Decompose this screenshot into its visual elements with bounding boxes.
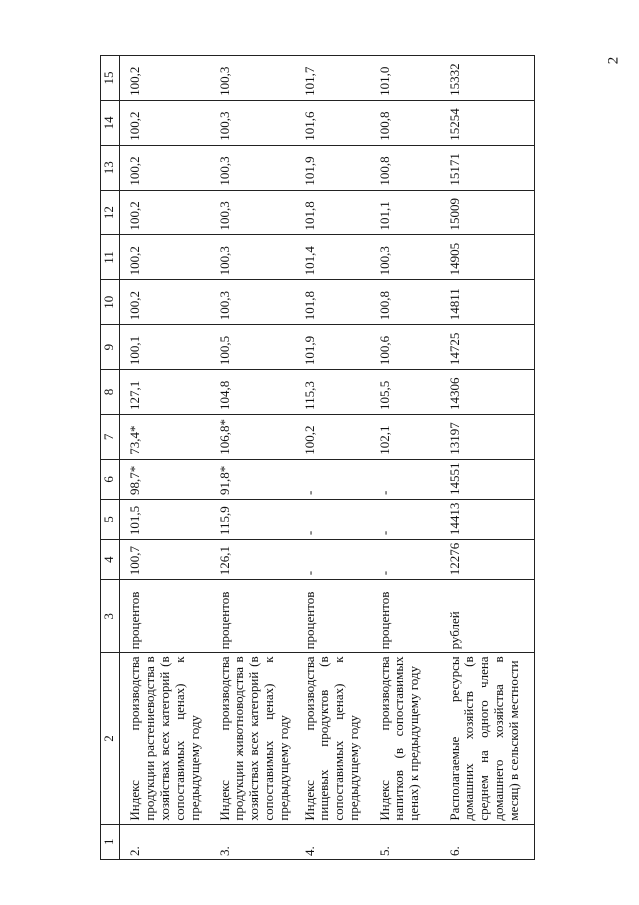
value-cell: 126,1 — [210, 540, 295, 580]
table-row — [295, 56, 370, 860]
value-cell: - — [295, 499, 370, 539]
value-cell: 100,3 — [210, 100, 295, 145]
value-cell: 100,1 — [120, 325, 210, 370]
value-cell: 100,7 — [120, 540, 210, 580]
value-cell: 100,2 — [120, 145, 210, 190]
value-cell: 101,1 — [370, 190, 440, 235]
value-cell: 102,1 — [370, 414, 440, 459]
value-cell: 15171 — [440, 145, 535, 190]
value-cell: 100,5 — [210, 325, 295, 370]
value-cell: 13197 — [440, 414, 535, 459]
value-cell: 100,3 — [210, 145, 295, 190]
value-cell: 100,3 — [210, 56, 295, 101]
value-cell: - — [370, 459, 440, 499]
value-cell: 100,8 — [370, 280, 440, 325]
indicator-name: Индекс производства пищевых продуктов (в сопоставимых ценах) к предыдущему году — [295, 653, 370, 824]
column-header-12: 12 — [101, 190, 120, 235]
unit-cell: процентов — [120, 580, 210, 653]
value-cell: 115,9 — [210, 499, 295, 539]
value-cell: 14905 — [440, 235, 535, 280]
value-cell: 91,8* — [210, 459, 295, 499]
column-header-5: 5 — [101, 499, 120, 539]
value-cell: - — [295, 459, 370, 499]
column-header-11: 11 — [101, 235, 120, 280]
unit-cell: рублей — [440, 580, 535, 653]
row-number: 3. — [210, 824, 295, 859]
value-cell: 105,5 — [370, 370, 440, 415]
column-header-10: 10 — [101, 280, 120, 325]
value-cell: 101,0 — [370, 56, 440, 101]
value-cell: 100,6 — [370, 325, 440, 370]
value-cell: 15254 — [440, 100, 535, 145]
value-cell: 100,8 — [370, 100, 440, 145]
value-cell: 101,8 — [295, 190, 370, 235]
value-cell: 14811 — [440, 280, 535, 325]
value-cell: 100,3 — [210, 235, 295, 280]
value-cell: 12276 — [440, 540, 535, 580]
value-cell: 106,8* — [210, 414, 295, 459]
table-row — [440, 56, 535, 860]
value-cell: 101,9 — [295, 325, 370, 370]
value-cell: 14551 — [440, 459, 535, 499]
column-header-2: 2 — [101, 653, 120, 824]
unit-cell: процентов — [295, 580, 370, 653]
row-number: 2. — [120, 824, 210, 859]
row-number: 5. — [370, 824, 440, 859]
value-cell: - — [370, 540, 440, 580]
unit-cell: процентов — [210, 580, 295, 653]
value-cell: 14413 — [440, 499, 535, 539]
value-cell: 101,6 — [295, 100, 370, 145]
row-number: 4. — [295, 824, 370, 859]
value-cell: 100,3 — [370, 235, 440, 280]
value-cell: 100,2 — [120, 235, 210, 280]
column-header-9: 9 — [101, 325, 120, 370]
column-number-header — [101, 56, 120, 860]
column-header-6: 6 — [101, 459, 120, 499]
value-cell: 15009 — [440, 190, 535, 235]
row-number: 6. — [440, 824, 535, 859]
value-cell: 100,3 — [210, 280, 295, 325]
column-header-3: 3 — [101, 580, 120, 653]
unit-cell: процентов — [370, 580, 440, 653]
table-row — [120, 56, 210, 860]
indicator-name: Индекс производства напитков (в сопоставимых ценах) к предыдущему году — [370, 653, 440, 824]
value-cell: - — [295, 540, 370, 580]
indicator-name: Индекс производства продукции растениеводства в хозяйствах всех категорий (в сопоставимых ценах) к предыдущему году — [120, 653, 210, 824]
value-cell: 101,5 — [120, 499, 210, 539]
value-cell: 101,7 — [295, 56, 370, 101]
value-cell: 101,4 — [295, 235, 370, 280]
indicator-name: Индекс производства продукции животноводства в хозяйствах всех категорий (в сопоставимых ценах) к предыдущему году — [210, 653, 295, 824]
table-row — [210, 56, 295, 860]
value-cell: 100,2 — [120, 190, 210, 235]
value-cell: 101,8 — [295, 280, 370, 325]
value-cell: - — [370, 499, 440, 539]
value-cell: 100,8 — [370, 145, 440, 190]
value-cell: 115,3 — [295, 370, 370, 415]
column-header-4: 4 — [101, 540, 120, 580]
value-cell: 100,2 — [295, 414, 370, 459]
value-cell: 100,2 — [120, 100, 210, 145]
table-row — [370, 56, 440, 860]
value-cell: 100,2 — [120, 280, 210, 325]
column-header-14: 14 — [101, 100, 120, 145]
value-cell: 100,3 — [210, 190, 295, 235]
value-cell: 98,7* — [120, 459, 210, 499]
value-cell: 127,1 — [120, 370, 210, 415]
column-header-1: 1 — [101, 824, 120, 859]
column-header-15: 15 — [101, 56, 120, 101]
page-number: 2 — [605, 56, 622, 65]
value-cell: 101,9 — [295, 145, 370, 190]
column-header-7: 7 — [101, 414, 120, 459]
table-body — [120, 56, 535, 860]
rotated-table-sheet — [100, 55, 530, 860]
column-header-13: 13 — [101, 145, 120, 190]
value-cell: 14725 — [440, 325, 535, 370]
value-cell: 104,8 — [210, 370, 295, 415]
column-header-8: 8 — [101, 370, 120, 415]
indicators-table — [100, 55, 535, 860]
value-cell: 14306 — [440, 370, 535, 415]
value-cell: 73,4* — [120, 414, 210, 459]
value-cell: 100,2 — [120, 56, 210, 101]
value-cell: 15332 — [440, 56, 535, 101]
indicator-name: Располагаемые ресурсы домашних хозяйств (в среднем на одного члена домашнего хозяйства в месяц) в сельской местности — [440, 653, 535, 824]
